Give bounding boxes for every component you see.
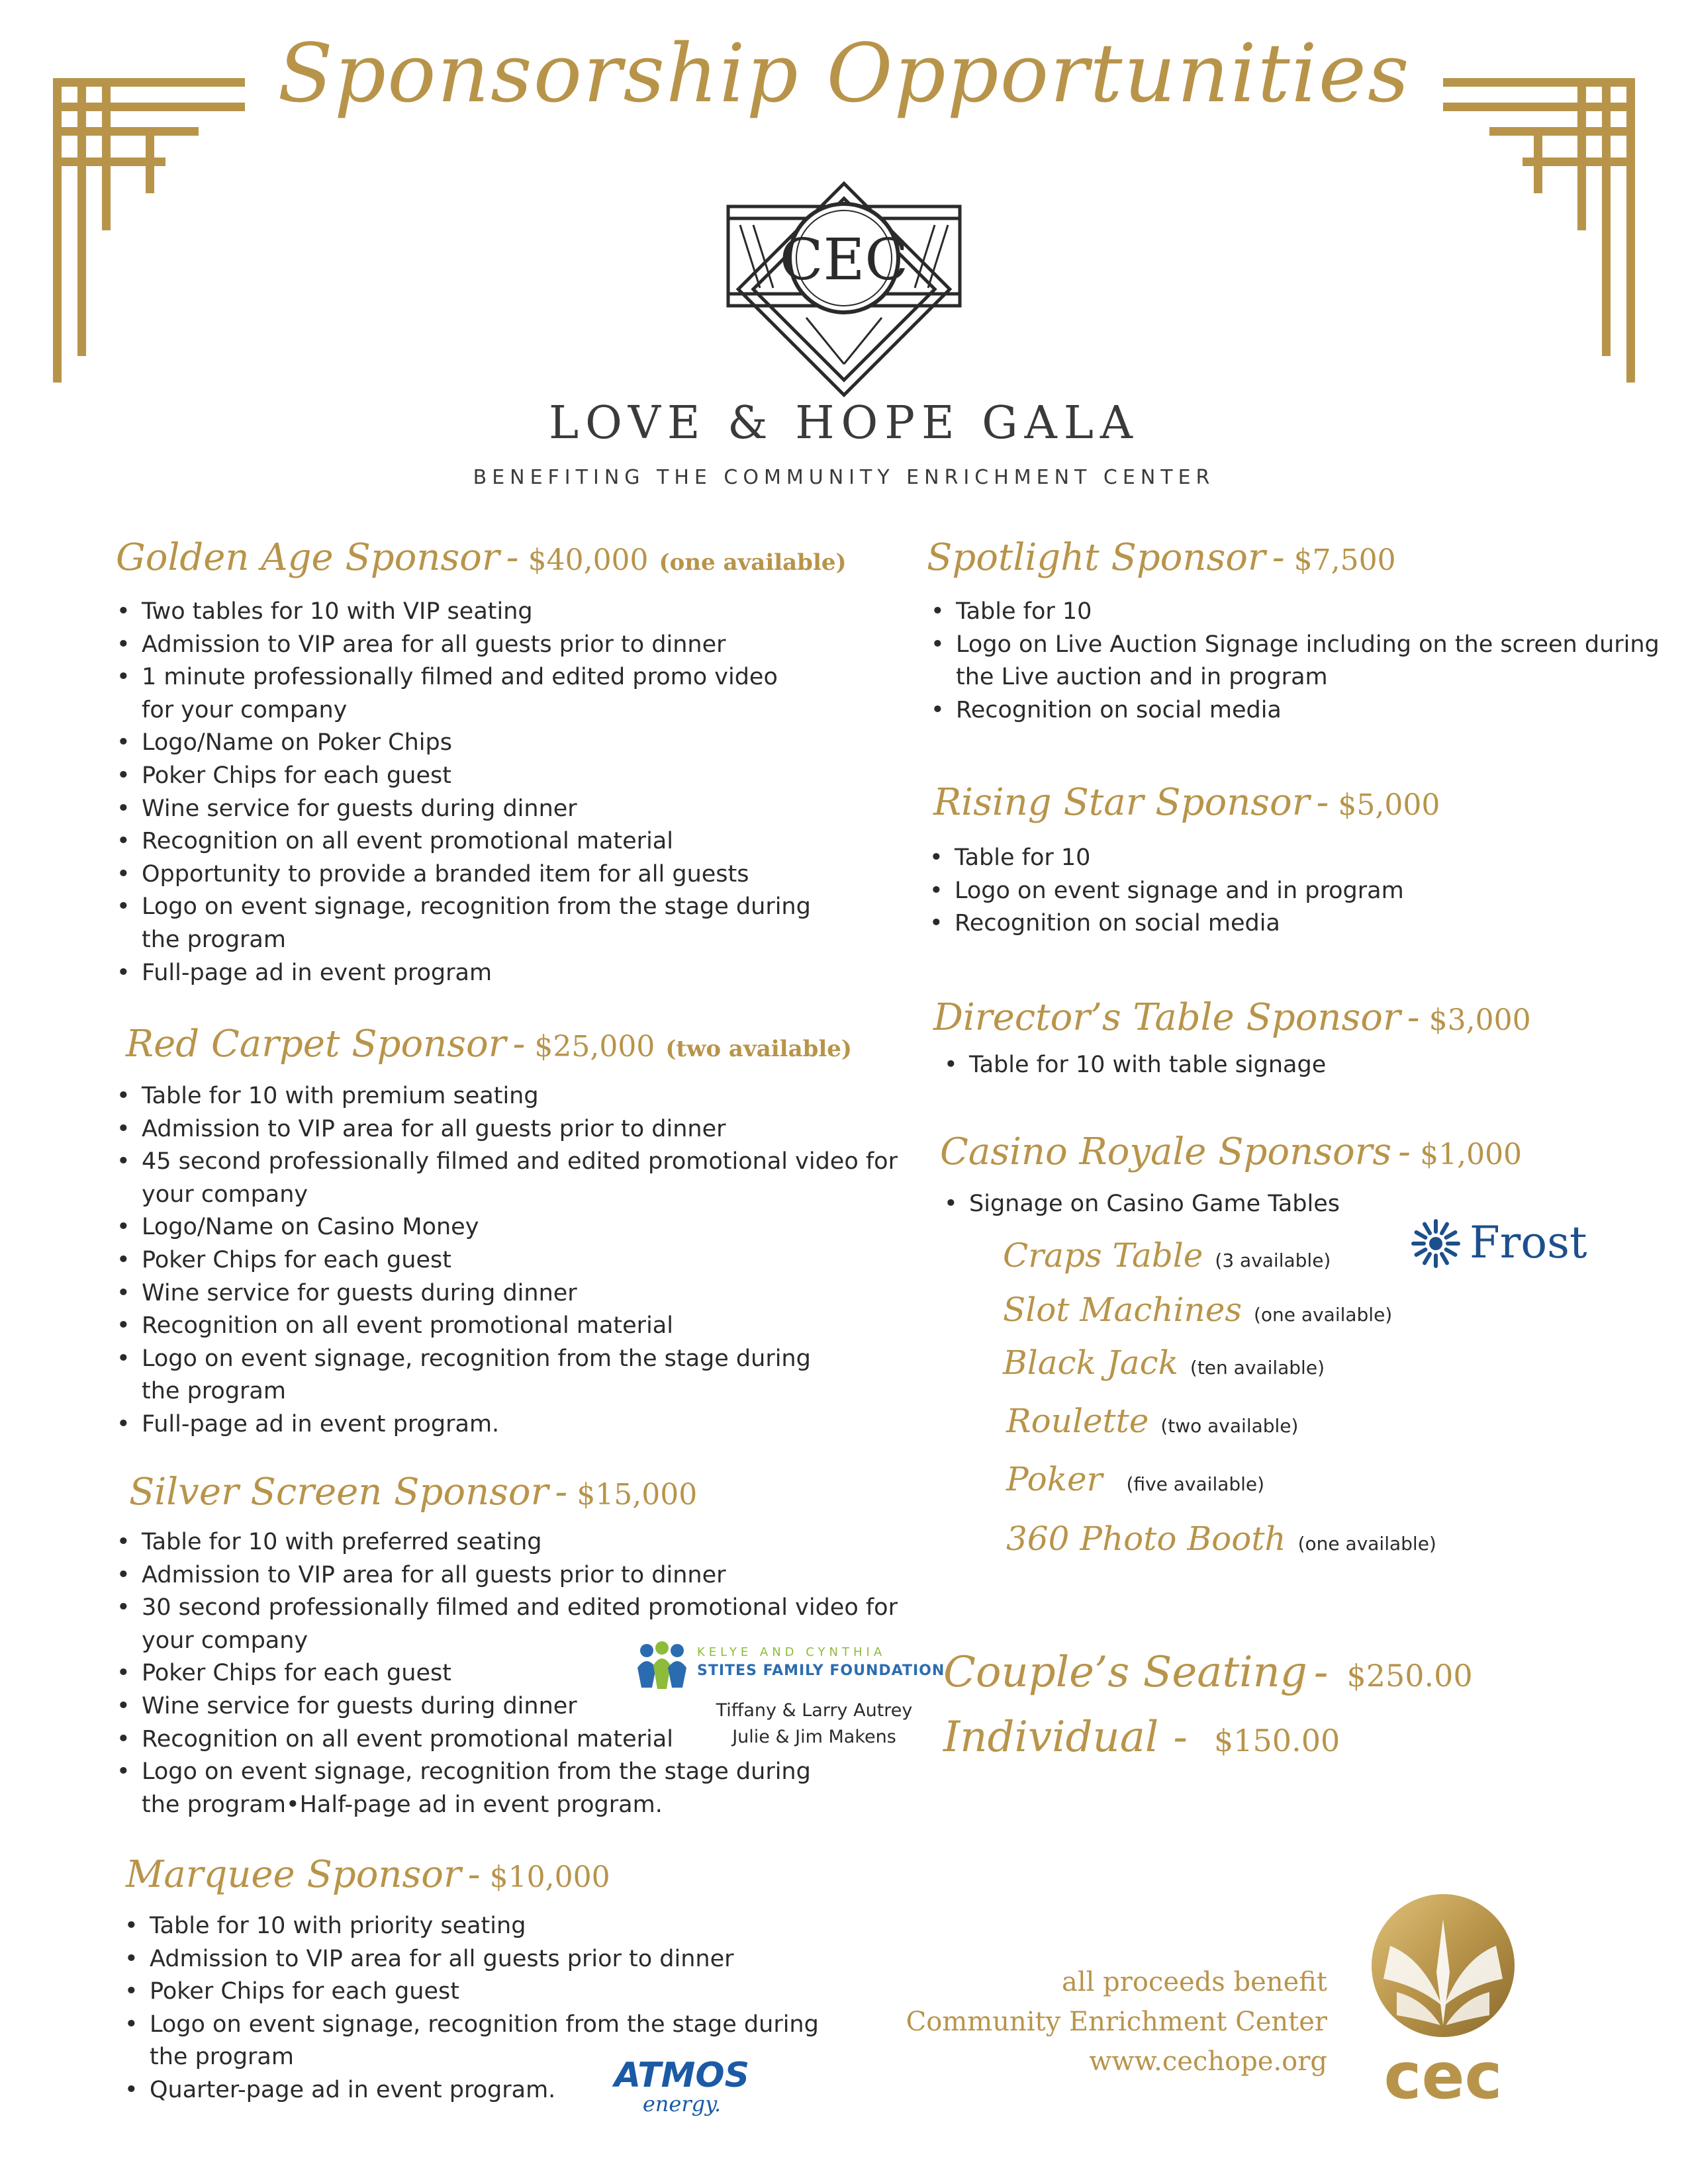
stites-logo-main: STITES FAMILY FOUNDATION [697,1662,945,1679]
donor-2: Julie & Jim Makens [732,1727,896,1747]
sponsor-name: Red Carpet Sponsor [126,1023,506,1066]
sponsor-name: Rising Star Sponsor [933,781,1310,824]
donor-1: Tiffany & Larry Autrey [716,1700,913,1721]
list-item: • Recognition on social media [925,907,1404,940]
sponsor-price: $15,000 [577,1478,698,1512]
seating-price: $150.00 [1214,1723,1340,1758]
section-marquee-heading: Marquee Sponsor - $10,000 [126,1853,610,1896]
list-item: • Table for 10 [925,842,1404,875]
list-item: • 30 second professionally filmed and edited promotional video for your company [113,1592,898,1657]
atmos-logo-text: ATMOS [614,2056,750,2095]
game-name: 360 Photo Booth [1006,1520,1286,1558]
sponsor-name: Golden Age Sponsor [116,536,500,579]
list-item: • Table for 10 with premium seating [113,1080,898,1113]
list-item: • Table for 10 [927,596,1660,629]
game-availability: (one available) [1254,1304,1393,1326]
game-name: Poker [1006,1460,1103,1498]
sponsor-price: $40,000 [528,543,649,577]
list-item: • Table for 10 with preferred seating [113,1526,898,1559]
section-directors-table-heading: Director’s Table Sponsor - $3,000 [933,996,1531,1039]
list-item: • Logo/Name on Poker Chips [113,727,811,760]
art-deco-corner-right-icon [1443,78,1635,383]
frost-star-icon [1410,1218,1462,1269]
sponsor-price: $3,000 [1429,1003,1531,1037]
page-title: Sponsorship Opportunities [277,26,1411,120]
section-spotlight-heading: Spotlight Sponsor - $7,500 [927,536,1396,579]
game-availability: (one available) [1297,1533,1436,1555]
game-name: Black Jack [1003,1343,1178,1382]
game-availability: (3 available) [1215,1250,1331,1271]
list-item: • Wine service for guests during dinner [113,793,811,826]
section-golden-age-heading: Golden Age Sponsor - $40,000 (one available) [116,536,847,579]
sponsor-name: Director’s Table Sponsor [933,996,1401,1039]
list-item: • Poker Chips for each guest [120,1976,819,2009]
golden-age-benefits-list [113,596,811,989]
game-item [1006,1402,1298,1440]
list-item: • Admission to VIP area for all guests prior to dinner [113,1559,898,1592]
game-availability: (two available) [1160,1415,1299,1437]
directors-table-benefits-list [940,1049,1326,1082]
cec-footer-logo [1350,1893,1542,2111]
donor-names [708,1698,920,1751]
art-deco-corner-left-icon [53,78,245,383]
footer-line-1: all proceeds benefit [1061,1967,1327,1997]
game-item [1003,1236,1331,1275]
game-name: Slot Machines [1003,1291,1242,1329]
seating-name: Couple’s Seating [943,1648,1307,1697]
list-item: • Signage on Casino Game Tables [940,1188,1340,1221]
rising-star-benefits-list [925,842,1404,940]
spotlight-benefits-list [927,596,1660,727]
list-item: • Logo on event signage, recognition from the stage during the program [113,891,811,956]
list-item: • Recognition on all event promotional material [113,825,811,858]
list-item: • Logo on event signage, recognition from the stage during the program [113,1343,898,1408]
list-item: • Admission to VIP area for all guests prior to dinner [113,629,811,662]
sponsor-name: Silver Screen Sponsor [129,1471,549,1514]
list-item: • Logo/Name on Casino Money [113,1211,898,1244]
list-item: • 45 second professionally filmed and edited promotional video for your company [113,1146,898,1211]
event-name: LOVE & HOPE GALA [549,397,1139,449]
list-item: • Poker Chips for each guest [113,760,811,793]
list-item: • Poker Chips for each guest [113,1657,898,1690]
seating-individual: Individual - $150.00 [943,1713,1340,1762]
list-item: • Poker Chips for each guest [113,1244,898,1277]
sponsor-price: $7,500 [1293,543,1396,577]
list-item: • Opportunity to provide a branded item for all guests [113,858,811,891]
seating-name: Individual [943,1713,1159,1762]
game-item [1006,1460,1264,1498]
red-carpet-benefits-list [113,1080,898,1441]
section-silver-screen-heading: Silver Screen Sponsor - $15,000 [129,1471,698,1514]
stites-logo-top: KELYE AND CYNTHIA [697,1645,886,1659]
section-casino-royale-heading: Casino Royale Sponsors - $1,000 [940,1130,1523,1173]
atmos-energy-logo [609,2058,755,2115]
list-item: • Logo on Live Auction Signage including on the screen during the Live auction and in program [927,629,1660,694]
list-item: • 1 minute professionally filmed and edited promo video for your company [113,661,811,727]
game-name: Roulette [1006,1402,1149,1440]
list-item: • Logo on event signage, recognition from the stage during the program [120,2009,819,2074]
list-item: • Recognition on all event promotional material [113,1310,898,1343]
game-name: Craps Table [1003,1236,1203,1275]
section-rising-star-heading: Rising Star Sponsor - $5,000 [933,781,1440,824]
list-item: • Wine service for guests during dinner [113,1277,898,1310]
list-item: • Logo on event signage and in program [925,875,1404,908]
sponsor-name: Casino Royale Sponsors [940,1130,1392,1173]
frost-logo [1410,1218,1609,1271]
cec-emblem-logo [720,165,968,413]
seating-couple: Couple’s Seating - $250.00 [943,1648,1473,1697]
footer-text [906,1962,1327,2081]
list-item: • Recognition on all event promotional material [113,1723,898,1756]
sponsor-name: Spotlight Sponsor [927,536,1266,579]
list-item: • Table for 10 with priority seating [120,1910,819,1943]
sponsor-price: $10,000 [489,1860,610,1894]
atmos-logo-subtext: energy. [642,2091,722,2116]
list-item: • Quarter-page ad in event program. [120,2074,819,2107]
frost-logo-text: Frost [1470,1217,1587,1268]
list-item: • Logo on event signage, recognition from the stage during the program•Half-page ad in event program. [113,1756,898,1821]
sponsor-price: $1,000 [1420,1138,1523,1171]
casino-royale-benefits-list [940,1188,1340,1221]
event-subtitle: BENEFITING THE COMMUNITY ENRICHMENT CENTER [473,466,1215,489]
list-item: • Recognition on social media [927,694,1660,727]
sponsor-availability: (one available) [659,549,847,576]
list-item: • Two tables for 10 with VIP seating [113,596,811,629]
game-item [1003,1343,1325,1382]
list-item: • Full-page ad in event program [113,957,811,990]
game-item [1006,1520,1436,1558]
list-item: • Full-page ad in event program. [113,1408,898,1441]
list-item: • Table for 10 with table signage [940,1049,1326,1082]
list-item: • Admission to VIP area for all guests prior to dinner [120,1943,819,1976]
list-item: • Admission to VIP area for all guests prior to dinner [113,1113,898,1146]
sponsor-price: $5,000 [1338,788,1440,822]
sponsor-name: Marquee Sponsor [126,1853,461,1896]
game-item [1003,1291,1392,1329]
game-availability: (five available) [1126,1473,1265,1495]
section-red-carpet-heading: Red Carpet Sponsor - $25,000 (two available) [126,1023,853,1066]
sponsor-price: $25,000 [534,1030,655,1064]
people-icon [632,1641,692,1694]
list-item: • Wine service for guests during dinner [113,1690,898,1723]
footer-line-2: Community Enrichment Center [906,2007,1327,2037]
footer-line-3[interactable]: www.cechope.org [1089,2046,1327,2077]
game-availability: (ten available) [1190,1357,1325,1379]
sponsor-availability: (two available) [665,1036,853,1062]
cec-logo-text: cec [1383,2039,1503,2111]
emblem-text: CEC [779,227,909,293]
seating-price: $250.00 [1346,1658,1473,1694]
